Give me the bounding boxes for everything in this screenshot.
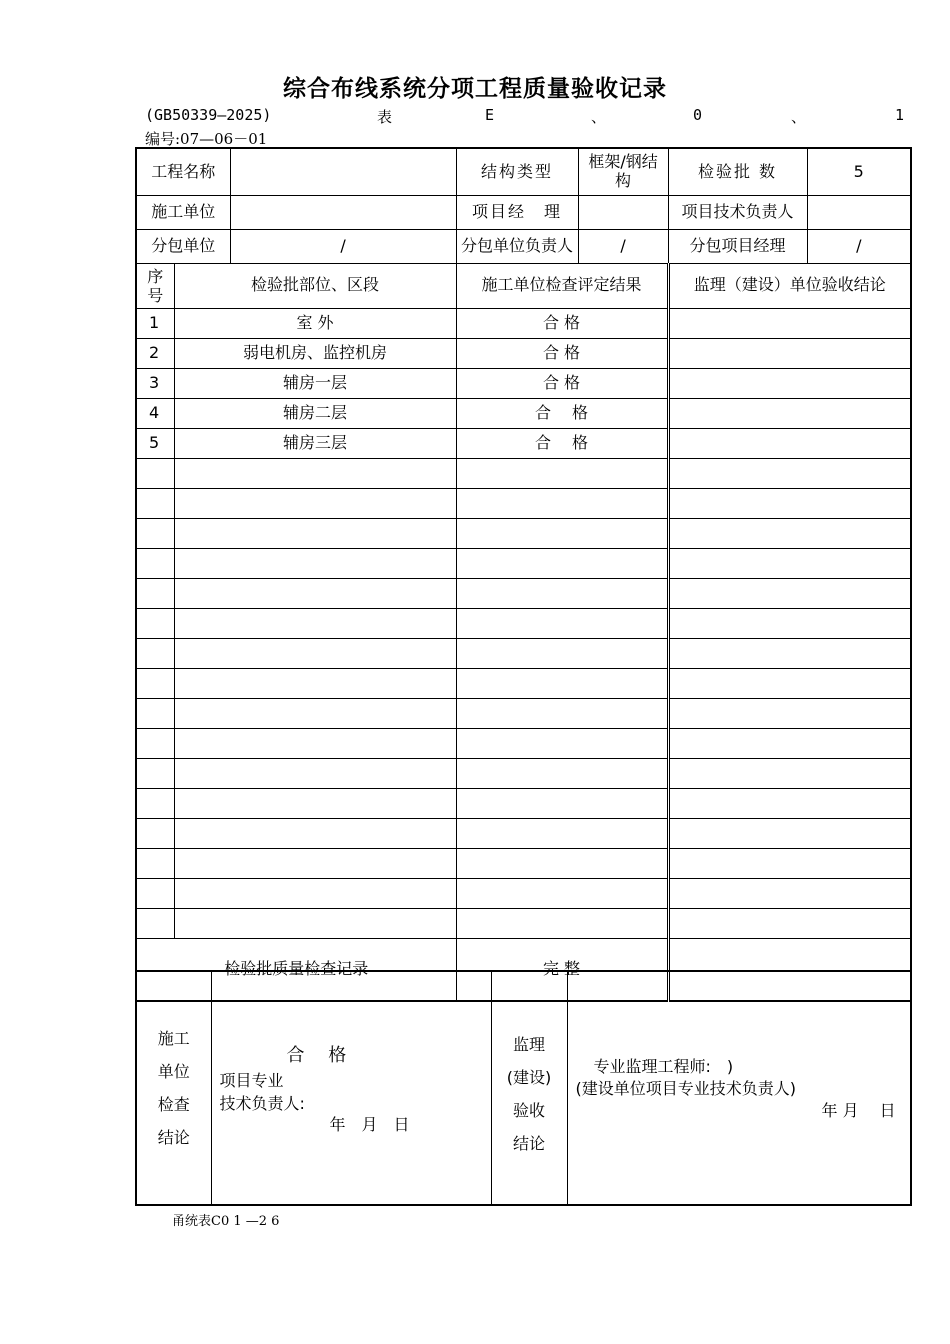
empty-cell[interactable] (136, 758, 174, 788)
sub-pm-value[interactable]: / (807, 229, 911, 263)
empty-cell[interactable] (174, 878, 456, 908)
empty-cell[interactable] (456, 698, 668, 728)
project-name-label: 工程名称 (136, 148, 230, 195)
empty-cell[interactable] (668, 488, 911, 518)
row-result: 合 格 (456, 368, 668, 398)
row-location: 辅房一层 (174, 368, 456, 398)
empty-cell[interactable] (174, 698, 456, 728)
empty-cell[interactable] (668, 788, 911, 818)
empty-row (136, 818, 911, 848)
row-result: 合 格 (456, 398, 668, 428)
empty-row (136, 848, 911, 878)
empty-cell[interactable] (668, 518, 911, 548)
footer-form-code: 甬统表C0 1 —2 6 (172, 1214, 280, 1229)
empty-cell[interactable] (136, 458, 174, 488)
construction-signer-line: 项目专业 (219, 1071, 284, 1090)
empty-cell[interactable] (668, 818, 911, 848)
construction-label-line: 结论 (157, 1128, 190, 1147)
empty-cell[interactable] (136, 548, 174, 578)
column-header-result: 施工单位检查评定结果 (456, 263, 668, 308)
row-seq: 4 (136, 398, 174, 428)
empty-cell[interactable] (174, 518, 456, 548)
signoff-table (135, 970, 912, 1206)
empty-row (136, 758, 911, 788)
empty-cell[interactable] (456, 788, 668, 818)
row-seq: 1 (136, 308, 174, 338)
sub-unit-lead-value[interactable]: / (578, 229, 668, 263)
row-result: 合 格 (456, 428, 668, 458)
empty-cell[interactable] (136, 668, 174, 698)
tech-lead-value[interactable] (807, 195, 911, 229)
empty-cell[interactable] (456, 908, 668, 938)
structure-type-label: 结构类型 (456, 148, 578, 195)
empty-row (136, 728, 911, 758)
standard-char: E (485, 106, 495, 124)
row-seq: 2 (136, 338, 174, 368)
row-conclusion[interactable] (668, 428, 911, 458)
row-conclusion[interactable] (668, 338, 911, 368)
sub-unit-value[interactable]: / (230, 229, 456, 263)
standard-line (145, 106, 905, 126)
empty-cell[interactable] (668, 458, 911, 488)
empty-cell[interactable] (174, 758, 456, 788)
row-location: 辅房二层 (174, 398, 456, 428)
batch-count-label: 检验批 数 (668, 148, 807, 195)
row-seq: 3 (136, 368, 174, 398)
empty-cell[interactable] (136, 848, 174, 878)
empty-cell[interactable] (136, 578, 174, 608)
table-row (136, 338, 911, 368)
empty-row (136, 608, 911, 638)
structure-type-value[interactable]: 框架/钢结构 (578, 148, 668, 195)
empty-cell[interactable] (174, 578, 456, 608)
project-manager-label: 项目经 理 (456, 195, 578, 229)
standard-char: 、 (591, 108, 607, 126)
row-location: 弱电机房、监控机房 (174, 338, 456, 368)
page-title: 综合布线系统分项工程质量验收记录 (283, 76, 667, 102)
row-location: 辅房三层 (174, 428, 456, 458)
column-header-conclusion: 监理（建设）单位验收结论 (668, 263, 911, 308)
inspection-table (135, 147, 912, 1002)
empty-cell[interactable] (456, 458, 668, 488)
standard-char: 表 (377, 108, 393, 126)
sub-unit-label: 分包单位 (136, 229, 230, 263)
empty-row (136, 578, 911, 608)
empty-cell[interactable] (668, 608, 911, 638)
empty-cell[interactable] (174, 668, 456, 698)
row-result: 合 格 (456, 308, 668, 338)
empty-cell[interactable] (668, 548, 911, 578)
empty-row (136, 698, 911, 728)
batch-count-value[interactable]: 5 (807, 148, 911, 195)
empty-cell[interactable] (136, 788, 174, 818)
empty-row (136, 548, 911, 578)
empty-row (136, 788, 911, 818)
empty-cell[interactable] (456, 638, 668, 668)
empty-row (136, 668, 911, 698)
empty-cell[interactable] (174, 608, 456, 638)
construction-date: 年 月 日 (329, 1115, 410, 1134)
empty-cell[interactable] (174, 728, 456, 758)
empty-cell[interactable] (456, 668, 668, 698)
empty-cell[interactable] (136, 698, 174, 728)
row-location: 室 外 (174, 308, 456, 338)
column-header-location: 检验批部位、区段 (174, 263, 456, 308)
column-header-seq: 序号 (136, 263, 174, 308)
empty-cell[interactable] (174, 638, 456, 668)
standard-code: (GB50339—2025) (145, 106, 272, 124)
supervision-label-line: 验收 (512, 1101, 545, 1120)
supervision-label-line: 结论 (512, 1134, 545, 1153)
project-manager-value[interactable] (578, 195, 668, 229)
construction-unit-label: 施工单位 (136, 195, 230, 229)
supervision-owner: (建设单位项目专业技术负责人) (575, 1079, 796, 1098)
empty-row (136, 458, 911, 488)
empty-cell[interactable] (136, 638, 174, 668)
table-row (136, 368, 911, 398)
empty-cell[interactable] (136, 728, 174, 758)
empty-cell[interactable] (668, 728, 911, 758)
row-conclusion[interactable] (668, 308, 911, 338)
row-conclusion[interactable] (668, 398, 911, 428)
empty-cell[interactable] (174, 548, 456, 578)
row-conclusion[interactable] (668, 368, 911, 398)
quality-record-label: 检验批质量检查记录 (136, 938, 456, 1001)
empty-cell[interactable] (136, 878, 174, 908)
construction-label-line: 施工 (157, 1029, 190, 1048)
table-row (136, 398, 911, 428)
empty-row (136, 488, 911, 518)
supervision-check-label (491, 971, 567, 1205)
empty-row (136, 908, 911, 938)
empty-cell[interactable] (668, 758, 911, 788)
empty-cell[interactable] (668, 668, 911, 698)
empty-cell[interactable] (174, 818, 456, 848)
empty-cell[interactable] (456, 518, 668, 548)
empty-cell[interactable] (174, 488, 456, 518)
empty-cell[interactable] (668, 908, 911, 938)
empty-cell[interactable] (668, 638, 911, 668)
supervision-label-line: (建设) (506, 1068, 552, 1087)
project-name-value[interactable] (230, 148, 456, 195)
empty-row (136, 638, 911, 668)
empty-cell[interactable] (174, 458, 456, 488)
standard-char: 1 (895, 106, 905, 124)
standard-char: 0 (693, 106, 703, 124)
empty-cell[interactable] (456, 758, 668, 788)
construction-label-line: 检查 (157, 1095, 190, 1114)
construction-label-line: 单位 (157, 1062, 190, 1081)
empty-cell[interactable] (456, 878, 668, 908)
empty-cell[interactable] (136, 488, 174, 518)
supervision-label-line: 监理 (512, 1035, 545, 1054)
empty-cell[interactable] (456, 608, 668, 638)
tech-lead-label: 项目技术负责人 (668, 195, 807, 229)
construction-conclusion-cell[interactable] (211, 971, 491, 1205)
empty-cell[interactable] (136, 818, 174, 848)
construction-result: 合 格 (286, 1045, 347, 1066)
supervision-engineer: 专业监理工程师: ) (593, 1057, 734, 1076)
table-row (136, 428, 911, 458)
empty-cell[interactable] (456, 548, 668, 578)
empty-cell[interactable] (456, 578, 668, 608)
empty-cell[interactable] (456, 818, 668, 848)
row-result: 合 格 (456, 338, 668, 368)
empty-cell[interactable] (456, 728, 668, 758)
supervision-conclusion-cell[interactable] (567, 971, 911, 1205)
empty-cell[interactable] (174, 848, 456, 878)
empty-row (136, 878, 911, 908)
quality-record-value: 完 整 (456, 938, 668, 1001)
document-number: 编号:07—06－01 (145, 130, 268, 148)
sub-unit-lead-label: 分包单位负责人 (456, 229, 578, 263)
table-row (136, 308, 911, 338)
construction-check-label (136, 971, 211, 1205)
empty-cell[interactable] (174, 908, 456, 938)
empty-cell[interactable] (174, 788, 456, 818)
sub-pm-label: 分包项目经理 (668, 229, 807, 263)
empty-row (136, 518, 911, 548)
construction-unit-value[interactable] (230, 195, 456, 229)
construction-signer-line: 技术负责人: (219, 1094, 305, 1113)
empty-cell[interactable] (668, 848, 911, 878)
empty-cell[interactable] (668, 698, 911, 728)
empty-cell[interactable] (456, 488, 668, 518)
empty-cell[interactable] (668, 878, 911, 908)
row-seq: 5 (136, 428, 174, 458)
empty-cell[interactable] (136, 908, 174, 938)
empty-cell[interactable] (136, 518, 174, 548)
standard-char: 、 (791, 108, 807, 126)
empty-cell[interactable] (136, 608, 174, 638)
empty-cell[interactable] (668, 578, 911, 608)
empty-cell[interactable] (456, 848, 668, 878)
supervision-date: 年 月 日 (821, 1101, 896, 1120)
